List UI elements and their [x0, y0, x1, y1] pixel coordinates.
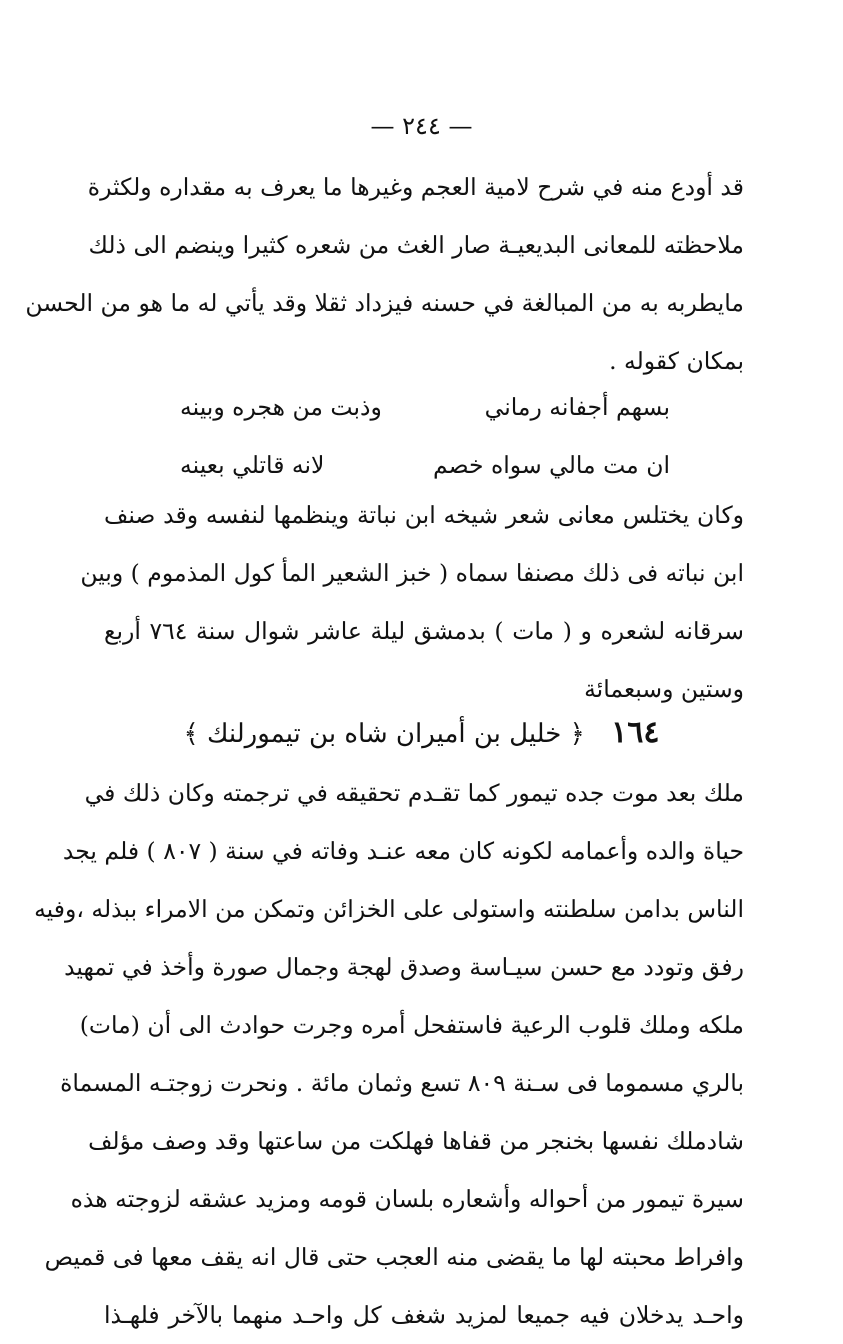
text-line: حياة والده وأعمامه لكونه كان معه عنـد وفاته في سنة ( ٨٠٧ ) فلم يجد — [62, 837, 744, 865]
text-line: بمكان كقوله . — [609, 347, 744, 375]
text-line: ملاحظته للمعانى البديعيـة صار الغث من شعره كثيرا وينضم الى ذلك — [88, 231, 744, 259]
verse-second-hemistich: لانه قاتلي بعينه — [180, 451, 325, 479]
verse-line — [180, 378, 670, 436]
text-line: واحـد يدخلان فيه جميعا لمزيد شغف كل واحـد منهما بالآخر فلهـذا — [104, 1301, 744, 1329]
verse-first-hemistich: ان مت مالي سواه خصم — [432, 451, 670, 479]
text-line: بالري مسموما فى سـنة ٨٠٩ تسع وثمان مائة . ونحرت زوجتـه المسماة — [60, 1069, 744, 1097]
text-line: وافراط محبته لها ما يقضى منه العجب حتى قال انه يقف معها فى قميص — [44, 1243, 744, 1271]
text-line: ملكه وملك قلوب الرعية فاستفحل أمره وجرت حوادث الى أن (مات) — [79, 1011, 744, 1039]
text-line: شادملك نفسها بخنجر من قفاها فهلكت من ساعتها وقد وصف مؤلف — [88, 1127, 744, 1155]
text-line: سرقانه لشعره و ( مات ) بدمشق ليلة عاشر شوال سنة ٧٦٤ أربع — [104, 617, 744, 645]
verse-second-hemistich: وذبت من هجره وبينه — [180, 393, 382, 421]
text-line: ابن نباته فى ذلك مصنفا سماه ( خبز الشعير المأ كول المذموم ) وبين — [80, 559, 744, 587]
entry-title: ﴿ خليل بن أميران شاه بن تيمورلنك ﴾ — [183, 719, 585, 749]
text-line: سيرة تيمور من أحواله وأشعاره بلسان قومه ومزيد عشقه لزوجته هذه — [70, 1185, 744, 1213]
verse-block — [180, 378, 670, 494]
paragraph-poet-style — [25, 158, 744, 390]
paragraph-biography — [34, 764, 744, 1344]
text-line: الناس بدامن سلطنته واستولى على الخزائن وتمكن من الامراء ببذله ،وفيه — [34, 895, 744, 923]
text-line: رفق وتودد مع حسن سيـاسة وصدق لهجة وجمال صورة وأخذ في تمهيد — [64, 953, 744, 981]
page-number: — ٢٤٤ — — [370, 112, 473, 140]
verse-first-hemistich: بسهم أجفانه رماني — [484, 393, 670, 421]
entry-number: ١٦٤ — [611, 715, 660, 750]
text-line: مايطربه به من المبالغة في حسنه فيزداد ثقلا وقد يأتي له ما هو من الحسن — [25, 289, 744, 317]
text-line: قد أودع منه في شرح لامية العجم وغيرها ما يعرف به مقداره ولكثرة — [87, 173, 744, 201]
paragraph-plagiarism — [80, 486, 744, 718]
text-line: ملك بعد موت جده تيمور كما تقـدم تحقيقه في ترجمته وكان ذلك في — [84, 779, 744, 807]
entry-heading — [0, 704, 843, 762]
text-line: وستين وسبعمائة — [584, 675, 744, 703]
text-line: وكان يختلس معانى شعر شيخه ابن نباتة وينظمها لنفسه وقد صنف — [104, 501, 744, 529]
